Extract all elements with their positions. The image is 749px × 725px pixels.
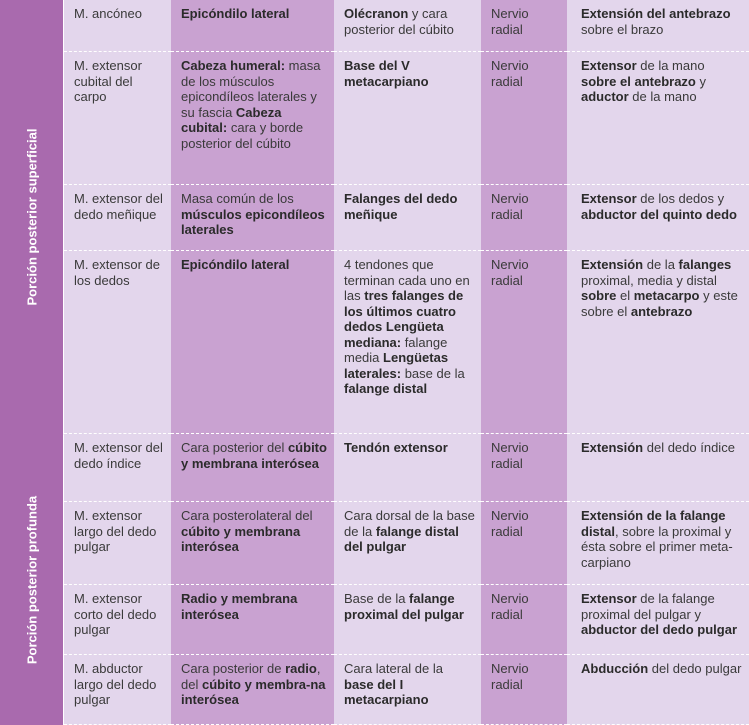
text: y cara posterior del cúbito xyxy=(344,6,454,37)
bold-text: Cabeza humeral: xyxy=(181,58,286,73)
text: Cara posterior del xyxy=(181,440,288,455)
nerve-cell: Nervio radial xyxy=(481,0,567,52)
action-cell xyxy=(567,585,749,655)
bold-text: Falanges del dedo meñique xyxy=(344,191,458,222)
bold-text: Extensor xyxy=(581,58,637,73)
table-row xyxy=(64,655,749,725)
bold-text: Lengüeta mediana: xyxy=(344,319,444,350)
table-row xyxy=(64,502,749,585)
bold-text: falange proximal del pulgar xyxy=(344,591,464,622)
text: de la mano xyxy=(628,89,697,104)
table-row xyxy=(64,251,749,434)
nerve-cell: Nervio radial xyxy=(481,185,567,251)
text: Base de la xyxy=(344,591,410,606)
text: de la xyxy=(643,257,679,272)
action-cell xyxy=(567,251,749,434)
text: de la falange proximal del pulgar y xyxy=(581,591,715,622)
origin-cell xyxy=(171,0,334,52)
origin-cell xyxy=(171,655,334,725)
bold-text: base del I metacarpiano xyxy=(344,676,429,707)
muscle-cell: M. abductor largo del dedo pulgar xyxy=(64,655,171,725)
bold-text: músculos epicondíleos laterales xyxy=(181,206,325,237)
origin-cell xyxy=(171,585,334,655)
action-cell xyxy=(567,655,749,725)
text: y xyxy=(695,73,706,89)
insertion-cell xyxy=(334,502,481,585)
bold-text: Tendón extensor xyxy=(344,440,448,455)
insertion-cell xyxy=(334,434,481,502)
table-row xyxy=(64,185,749,251)
text: del dedo pulgar xyxy=(648,661,742,676)
insertion-cell xyxy=(334,52,481,185)
text: base de la xyxy=(401,365,465,381)
bold-text: falange distal xyxy=(344,381,428,396)
text: proximal, media y distal xyxy=(581,272,717,288)
nerve-cell: Nervio radial xyxy=(481,585,567,655)
text: del dedo índice xyxy=(643,440,735,455)
bold-text: cúbito y membra-na interósea xyxy=(181,676,326,707)
bold-text: sobre el antebrazo xyxy=(581,73,696,89)
bold-text: abductor del quinto dedo xyxy=(581,206,737,222)
nerve-cell: Nervio radial xyxy=(481,655,567,725)
bold-text: Olécranon xyxy=(344,6,409,21)
text: 4 tendones que terminan cada uno en las xyxy=(344,257,470,303)
origin-cell xyxy=(171,502,334,585)
text: de la mano xyxy=(636,58,705,73)
action-cell xyxy=(567,502,749,585)
bold-text: falanges xyxy=(678,257,732,272)
muscle-cell: M. extensor corto del dedo pulgar xyxy=(64,585,171,655)
bold-text: Epicóndilo lateral xyxy=(181,257,290,272)
insertion-cell xyxy=(334,185,481,251)
bold-text: Lengüetas laterales: xyxy=(344,350,449,381)
table-row xyxy=(64,0,749,52)
text: falange media xyxy=(344,334,448,365)
origin-cell xyxy=(171,251,334,434)
bold-text: Extensión xyxy=(581,257,644,272)
action-cell xyxy=(567,52,749,185)
bold-text: antebrazo xyxy=(630,303,693,319)
text: masa de los músculos epicondíleos laterales y su fascia xyxy=(181,58,321,120)
group-band xyxy=(0,434,64,725)
group-label: Porción posterior profunda xyxy=(24,495,40,664)
bold-text: falange distal del pulgar xyxy=(344,523,459,554)
text: Cara lateral de la xyxy=(344,661,443,676)
muscle-cell: M. extensor largo del dedo pulgar xyxy=(64,502,171,585)
nerve-cell: Nervio radial xyxy=(481,52,567,185)
group-band xyxy=(0,0,64,434)
bold-text: tres falanges de los últimos cuatro dedos xyxy=(344,288,464,334)
muscle-cell: M. extensor de los dedos xyxy=(64,251,171,434)
bold-text: Extensión xyxy=(581,440,644,455)
insertion-cell xyxy=(334,655,481,725)
muscle-cell: M. extensor cubital del carpo xyxy=(64,52,171,185)
bold-text: Extensor xyxy=(581,591,637,606)
insertion-cell xyxy=(334,585,481,655)
bold-text: Cabeza cubital: xyxy=(181,104,282,135)
text: Cara posterolateral del xyxy=(181,508,313,523)
bold-text: Radio y membrana interósea xyxy=(181,591,298,622)
table-row xyxy=(64,585,749,655)
nerve-cell: Nervio radial xyxy=(481,434,567,502)
origin-cell xyxy=(171,434,334,502)
text: de los dedos y xyxy=(636,191,725,206)
text: cara y borde posterior del cúbito xyxy=(181,120,304,151)
text: el xyxy=(616,288,634,303)
bold-text: radio xyxy=(285,661,317,676)
nerve-cell: Nervio radial xyxy=(481,251,567,434)
bold-text: Extensión del antebrazo xyxy=(581,6,731,21)
muscle-cell: M. extensor del dedo meñique xyxy=(64,185,171,251)
insertion-cell xyxy=(334,251,481,434)
bold-text: cúbito y membrana interósea xyxy=(181,523,301,554)
bold-text: Abducción xyxy=(581,661,649,676)
insertion-cell xyxy=(334,0,481,52)
bold-text: Epicóndilo lateral xyxy=(181,6,290,21)
bold-text: abductor del dedo pulgar xyxy=(581,622,738,637)
text: , del xyxy=(181,661,321,692)
action-cell xyxy=(567,0,749,52)
bold-text: Extensor xyxy=(581,191,637,206)
bold-text: metacarpo xyxy=(633,288,700,303)
action-cell xyxy=(567,434,749,502)
table-row xyxy=(64,52,749,185)
bold-text: Base del V metacarpiano xyxy=(344,58,429,89)
text: sobre el brazo xyxy=(581,21,664,37)
action-cell xyxy=(567,185,749,251)
table-row xyxy=(64,434,749,502)
text: Masa común de los xyxy=(181,191,294,206)
bold-text: aductor xyxy=(581,89,629,104)
bold-text: sobre xyxy=(581,288,617,303)
origin-cell xyxy=(171,185,334,251)
group-label: Porción posterior superficial xyxy=(24,128,40,306)
origin-cell xyxy=(171,52,334,185)
muscle-cell: M. extensor del dedo índice xyxy=(64,434,171,502)
muscle-cell: M. ancóneo xyxy=(64,0,171,52)
bold-text: cúbito y membrana interósea xyxy=(181,440,327,471)
bold-text: Extensión de la falange distal xyxy=(581,508,726,539)
text: Cara posterior de xyxy=(181,661,286,676)
nerve-cell: Nervio radial xyxy=(481,502,567,585)
text: y este sobre el xyxy=(581,288,738,319)
text: Cara dorsal de la base de la xyxy=(344,508,475,539)
text: , sobre la proximal y ésta sobre el primer meta-carpiano xyxy=(581,523,733,570)
